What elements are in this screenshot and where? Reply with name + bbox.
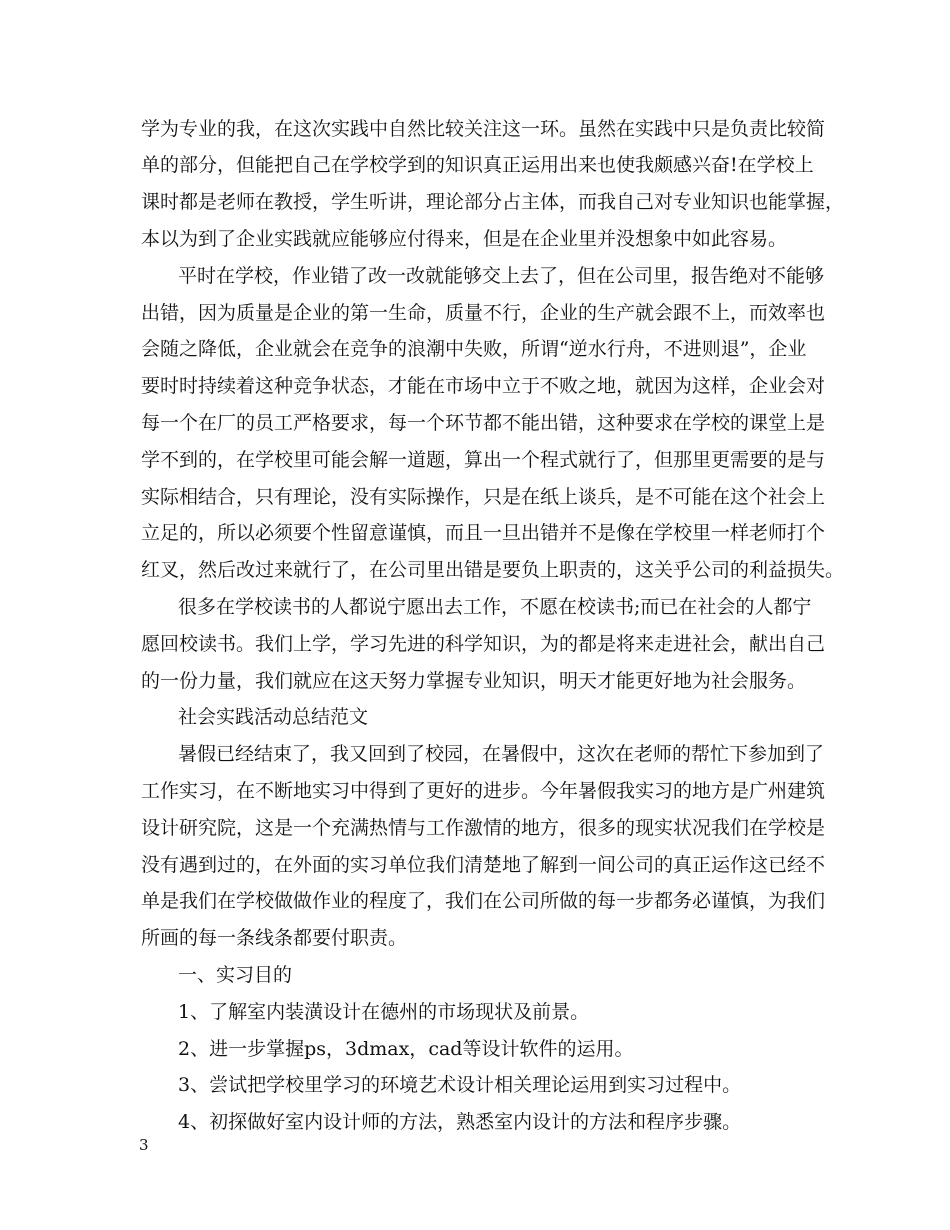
list-item: 3、尝试把学校里学习的环境艺术设计相关理论运用到实习过程中。 [178,1074,742,1096]
text-line: 要时时持续着这种竞争状态，才能在市场中立于不败之地，就因为这样，企业会对 [141,375,826,397]
text-line: 没有遇到过的，在外面的实习单位我们清楚地了解到一间公司的真正运作这已经不 [141,854,826,876]
text-line: 工作实习，在不断地实习中得到了更好的进步。今年暑假我实习的地方是广州建筑 [141,780,826,802]
paragraph-start: 平时在学校，作业错了改一改就能够交上去了，但在公司里，报告绝对不能够 [178,265,825,287]
text-line: 出错，因为质量是企业的第一生命，质量不行，企业的生产就会跟不上，而效率也 [141,302,826,324]
list-item: 4、初探做好室内设计师的方法，熟悉室内设计的方法和程序步骤。 [178,1111,742,1133]
text-line: 的一份力量，我们就应在这天努力掌握专业知识，明天才能更好地为社会服务。 [141,670,807,692]
text-line: 会随之降低，企业就会在竞争的浪潮中失败，所谓“逆水行舟，不进则退”，企业 [141,338,807,360]
text-line: 愿回校读书。我们上学，学习先进的科学知识，为的都是将来走进社会，献出自己 [141,633,826,655]
section-heading: 社会实践活动总结范文 [178,706,369,728]
text-line: 立足的，所以必须要个性留意谨慎，而且一旦出错并不是像在学校里一样老师打个 [141,522,826,544]
list-item: 1、了解室内装潢设计在德州的市场现状及前景。 [178,1001,590,1023]
list-item: 2、进一步掌握ps，3dmax，cad等设计软件的运用。 [178,1038,634,1060]
text-line: 每一个在厂的员工严格要求，每一个环节都不能出错，这种要求在学校的课堂上是 [141,412,826,434]
text-line: 学为专业的我，在这次实践中自然比较关注这一环。虽然在实践中只是负责比较简 [141,118,826,140]
text-line: 课时都是老师在教授，学生听讲，理论部分占主体，而我自己对专业知识也能掌握， [141,191,845,213]
text-line: 本以为到了企业实践就应能够应付得来，但是在企业里并没想象中如此容易。 [141,228,788,250]
list-heading: 一、实习目的 [178,964,293,986]
paragraph-start: 暑假已经结束了，我又回到了校园，在暑假中，这次在老师的帮忙下参加到了 [178,743,825,765]
page-number: 3 [139,1136,149,1154]
text-line: 单的部分，但能把自己在学校学到的知识真正运用出来也使我颇感兴奋!在学校上 [141,154,814,176]
text-line: 设计研究院，这是一个充满热情与工作激情的地方，很多的现实状况我们在学校是 [141,817,826,839]
text-line: 学不到的，在学校里可能会解一道题，算出一个程式就行了，但那里更需要的是与 [141,449,826,471]
paragraph-start: 很多在学校读书的人都说宁愿出去工作，不愿在校读书;而已在社会的人都宁 [178,596,812,618]
text-line: 所画的每一条线条都要付职责。 [141,927,408,949]
text-line: 单是我们在学校做做作业的程度了，我们在公司所做的每一步都务必谨慎，为我们 [141,890,826,912]
text-line: 红叉，然后改过来就行了，在公司里出错是要负上职责的，这关乎公司的利益损失。 [141,559,845,581]
text-line: 实际相结合，只有理论，没有实际操作，只是在纸上谈兵，是不可能在这个社会上 [141,486,826,508]
